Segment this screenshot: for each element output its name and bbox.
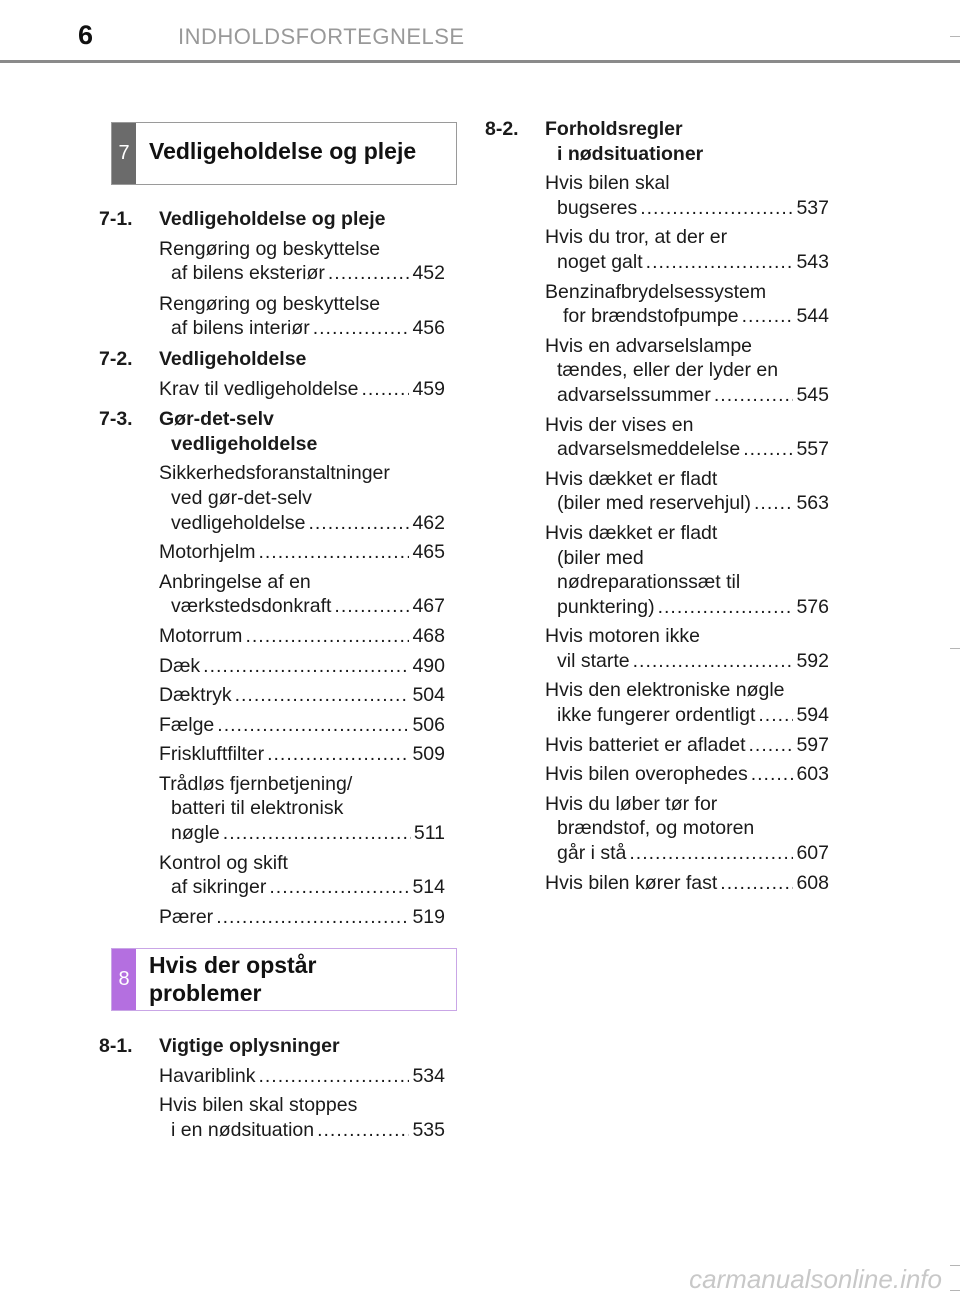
- entry-lead: [159, 511, 445, 536]
- toc-entry[interactable]: [545, 624, 829, 673]
- toc-entry[interactable]: [159, 1093, 445, 1142]
- section-7-header: [111, 122, 457, 185]
- toc-entry[interactable]: [545, 792, 829, 866]
- page-ref: 592: [796, 649, 829, 672]
- entry-line: noget galt: [557, 250, 643, 273]
- toc-entry[interactable]: [159, 654, 445, 679]
- entry-lead: [159, 713, 445, 738]
- section-7-title: Vedligeholdelse og pleje: [149, 138, 417, 164]
- page-ref: 557: [796, 438, 829, 461]
- toc-left-lower: [99, 1034, 445, 1142]
- entry-line: Benzinafbrydelsessystem: [545, 280, 767, 303]
- entry-lead: [545, 250, 829, 275]
- entry-line: Anbringelse af en: [159, 570, 311, 593]
- entry-lead: [545, 762, 829, 787]
- entry-line: Sikkerhedsforanstaltninger: [159, 462, 390, 485]
- page-ref: 514: [412, 876, 445, 899]
- page-ref: 506: [412, 713, 445, 736]
- entry-lead: [159, 905, 445, 930]
- entry-line: for brændstofpumpe: [563, 305, 739, 328]
- crop-mark: [950, 36, 960, 37]
- toc-group-7-3[interactable]: [99, 407, 445, 456]
- toc-entry[interactable]: [159, 292, 445, 341]
- page-ref: 608: [796, 871, 829, 894]
- section-8-tab: [112, 949, 136, 1010]
- group-title: Vedligeholdelse og pleje: [159, 208, 386, 230]
- entry-line: Rengøring og beskyttelse: [159, 237, 381, 260]
- group-title: [545, 117, 829, 166]
- entry-lead: [545, 437, 829, 462]
- entry-line: værkstedsdonkraft: [171, 595, 332, 618]
- entry-line: Motorrum: [159, 624, 243, 647]
- toc-entry[interactable]: [545, 280, 829, 329]
- toc-entry[interactable]: [159, 237, 445, 286]
- entry-line: Fælge: [159, 713, 215, 736]
- entry-lead: [159, 1118, 445, 1143]
- page-ref: 519: [412, 905, 445, 928]
- toc-entry[interactable]: [545, 413, 829, 462]
- section-8-number: 8: [118, 968, 130, 990]
- entry-lead: [159, 875, 445, 900]
- entry-lead: [545, 841, 829, 866]
- toc-entry[interactable]: [159, 742, 445, 767]
- toc-entry[interactable]: [545, 871, 829, 896]
- group-number: 8-1.: [99, 1035, 133, 1057]
- toc-entry[interactable]: [159, 377, 445, 402]
- toc-right: [485, 117, 829, 895]
- page-ref: 607: [796, 842, 829, 865]
- entry-line: batteri til elektronisk: [171, 797, 344, 820]
- page-ref: 537: [796, 196, 829, 219]
- entry-line: af bilens interiør: [171, 317, 310, 340]
- entry-lead: [545, 595, 829, 620]
- header-title: INDHOLDSFORTEGNELSE: [178, 24, 465, 49]
- entry-line: Hvis dækket er fladt: [545, 467, 718, 490]
- page-ref: 594: [796, 704, 829, 727]
- toc-entry[interactable]: [545, 678, 829, 727]
- toc-entry[interactable]: [159, 851, 445, 900]
- entry-line: bugseres: [557, 196, 638, 219]
- page-ref: 511: [413, 822, 445, 845]
- entry-line: vedligeholdelse: [171, 511, 306, 534]
- entry-line: (biler med reservehjul): [557, 492, 751, 515]
- entry-line: tændes, eller der lyder en: [557, 359, 779, 382]
- toc-entry[interactable]: [159, 905, 445, 930]
- page-ref: 535: [412, 1118, 445, 1141]
- group-number: 8-2.: [485, 118, 519, 140]
- page-ref: 452: [412, 262, 445, 285]
- entry-lead: [545, 649, 829, 674]
- page-ref: 576: [796, 595, 829, 618]
- entry-lead: [159, 624, 445, 649]
- entry-line: af sikringer: [171, 876, 267, 899]
- entry-lead: [545, 491, 829, 516]
- entry-lead: [545, 733, 829, 758]
- entry-line: i en nødsituation: [171, 1118, 315, 1141]
- group-title-line: Gør-det-selv: [159, 408, 274, 431]
- toc-group-8-2[interactable]: [485, 117, 829, 166]
- group-title: Vedligeholdelse: [159, 347, 307, 370]
- entry-line: Hvis bilen skal: [545, 172, 670, 195]
- watermark: carmanualsonline.info: [689, 1264, 942, 1294]
- entry-line: Hvis bilen kører fast: [545, 871, 718, 894]
- toc-entry[interactable]: [159, 624, 445, 649]
- entry-line: advarselssummer: [557, 383, 711, 406]
- crop-mark: [950, 1265, 960, 1266]
- page-ref: 603: [796, 763, 829, 786]
- page-ref: 456: [412, 317, 445, 340]
- toc-entry[interactable]: [159, 1064, 445, 1089]
- toc-entry[interactable]: [545, 171, 829, 220]
- page-ref: 490: [412, 654, 445, 677]
- section-8-title: Hvis der opstår problemer: [149, 952, 317, 1006]
- page-ref: 468: [412, 624, 445, 647]
- group-title: [159, 407, 445, 456]
- entry-line: advarselsmeddelelse: [557, 438, 741, 461]
- entry-line: Hvis du tror, at der er: [545, 226, 728, 249]
- section-7-tab: [112, 123, 136, 184]
- group-title-line: vedligeholdelse: [171, 432, 318, 455]
- entry-lead: [159, 540, 445, 565]
- entry-line: Krav til vedligeholdelse: [159, 377, 359, 400]
- page-header: [0, 0, 960, 64]
- toc-group-8-1[interactable]: [99, 1034, 445, 1059]
- page-ref: 459: [412, 377, 445, 400]
- toc-entry[interactable]: [159, 713, 445, 738]
- toc-entry[interactable]: [545, 762, 829, 787]
- entry-line: Hvis motoren ikke: [545, 625, 700, 648]
- section-8-header: [111, 948, 457, 1011]
- group-title: Vigtige oplysninger: [159, 1035, 340, 1057]
- entry-line: Hvis den elektroniske nøgle: [545, 679, 785, 702]
- toc-group-7-2[interactable]: [99, 347, 445, 372]
- entry-lead: [545, 383, 829, 408]
- crop-mark: [950, 648, 960, 649]
- page-ref: 597: [796, 733, 829, 756]
- entry-line: nøgle: [171, 822, 220, 845]
- entry-line: nødreparationssæt til: [557, 571, 741, 594]
- toc-entry[interactable]: [159, 540, 445, 565]
- entry-lead: [159, 316, 445, 341]
- page-ref: 563: [796, 492, 829, 515]
- entry-line: Hvis bilen skal stoppes: [159, 1094, 358, 1117]
- entry-line: Dæk: [159, 654, 201, 677]
- entry-line: Kontrol og skift: [159, 851, 288, 874]
- group-number: 7-2.: [99, 347, 133, 370]
- page-number: 6: [78, 20, 94, 50]
- toc-group-7-1[interactable]: [99, 207, 445, 232]
- entry-line: punktering): [557, 595, 655, 618]
- toc-entry[interactable]: [545, 521, 829, 619]
- entry-line: ved gør-det-selv: [171, 486, 312, 509]
- entry-line: Dæktryk: [159, 684, 232, 707]
- entry-lead: [159, 261, 445, 286]
- entry-line: Friskluftfilter: [159, 743, 265, 766]
- page-ref: 534: [412, 1064, 445, 1087]
- page-ref: 544: [796, 305, 829, 328]
- entry-line: ikke fungerer ordentligt: [557, 704, 756, 727]
- crop-mark: [950, 1290, 960, 1291]
- group-title-line: i nødsituationer: [557, 142, 704, 165]
- entry-lead: [159, 742, 445, 767]
- entry-line: Hvis batteriet er afladet: [545, 733, 746, 756]
- entry-line: Hvis der vises en: [545, 413, 694, 436]
- toc-entry[interactable]: [159, 570, 445, 619]
- header-rule: [0, 60, 960, 63]
- entry-lead: [545, 871, 829, 896]
- entry-line: går i stå: [557, 842, 627, 865]
- entry-lead: [545, 703, 829, 728]
- group-number: 7-1.: [99, 208, 133, 230]
- entry-line: Hvis dækket er fladt: [545, 521, 718, 544]
- entry-lead: [159, 377, 445, 402]
- entry-line: brændstof, og motoren: [557, 817, 755, 840]
- toc-left-upper: [99, 207, 445, 929]
- toc-entry[interactable]: [545, 733, 829, 758]
- entry-line: Hvis bilen overophedes: [545, 763, 748, 786]
- section-7-number: 7: [118, 142, 130, 164]
- entry-lead: [159, 1064, 445, 1089]
- entry-lead: [159, 594, 445, 619]
- page-ref: 462: [412, 511, 445, 534]
- group-number: 7-3.: [99, 408, 133, 431]
- entry-line: Pærer: [159, 905, 214, 928]
- toc-entry[interactable]: [545, 467, 829, 516]
- page-ref: 467: [412, 595, 445, 618]
- entry-line: Trådløs fjernbetjening/: [159, 772, 353, 795]
- entry-lead: [159, 654, 445, 679]
- page-ref: 545: [796, 383, 829, 406]
- entry-lead: [545, 196, 829, 221]
- toc-entry[interactable]: [159, 461, 445, 535]
- page-ref: 504: [412, 684, 445, 707]
- entry-lead: [159, 683, 445, 708]
- entry-line: Motorhjelm: [159, 541, 256, 564]
- entry-lead: [545, 304, 829, 329]
- entry-line: Hvis du løber tør for: [545, 792, 718, 815]
- entry-line: af bilens eksteriør: [171, 262, 325, 285]
- entry-line: Havariblink: [159, 1064, 256, 1087]
- toc-entry[interactable]: [545, 225, 829, 274]
- entry-lead: [159, 821, 445, 846]
- group-title-line: Forholdsregler: [545, 118, 683, 140]
- entry-line: Rengøring og beskyttelse: [159, 292, 381, 315]
- entry-line: Hvis en advarselslampe: [545, 334, 753, 357]
- page-ref: 465: [412, 541, 445, 564]
- page-ref: 509: [412, 743, 445, 766]
- entry-line: vil starte: [557, 649, 630, 672]
- toc-entry[interactable]: [159, 683, 445, 708]
- toc-entry[interactable]: [159, 772, 445, 846]
- page-ref: 543: [796, 250, 829, 273]
- toc-entry[interactable]: [545, 334, 829, 408]
- entry-line: (biler med: [557, 546, 644, 569]
